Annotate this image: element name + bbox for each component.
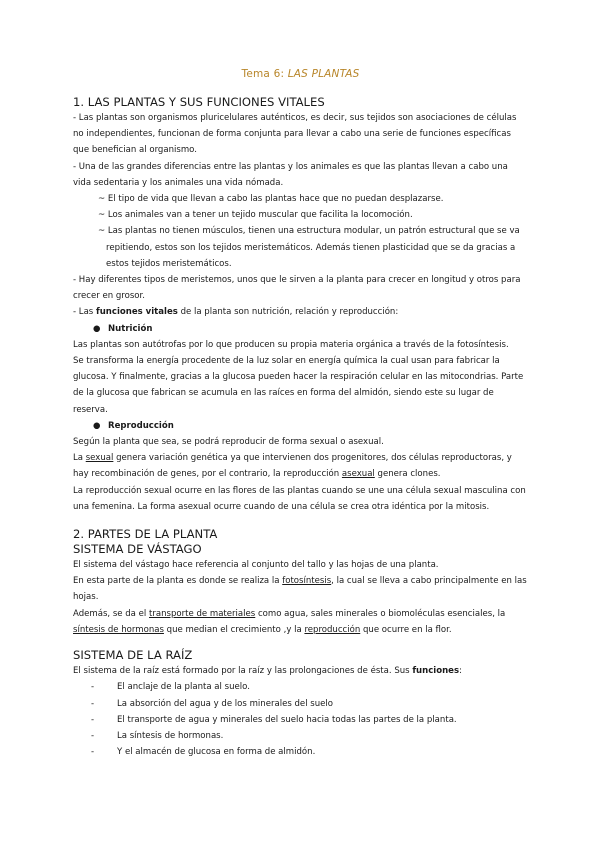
text: de la planta son nutrición, relación y reproducción:	[177, 307, 399, 318]
underlined-text: fotosíntesis	[282, 576, 332, 587]
paragraph: Las plantas son autótrofas por lo que producen su propia materia orgánica a través de la fotosíntesis.	[73, 339, 509, 350]
dash-marker: -	[91, 730, 95, 741]
list-item	[73, 679, 528, 695]
document-page	[73, 68, 528, 760]
dash-marker: -	[91, 698, 95, 709]
paragraph: Según la planta que sea, se podrá reproducir de forma sexual o asexual.	[73, 437, 384, 448]
subheading-vastago: SISTEMA DE VÁSTAGO	[73, 542, 202, 557]
bullet-label: Reproducción	[108, 420, 174, 431]
paragraph: La reproducción sexual ocurre en las flores de las plantas cuando se une una célula sexual masculina con una femenina. La forma asexual ocurre cuando de una célula se crea otra idéntica por la mitosis.	[73, 485, 526, 512]
list-item-text: La síntesis de hormonas.	[117, 730, 224, 741]
text: genera clones.	[374, 469, 441, 480]
spacer	[73, 638, 528, 648]
underlined-text: asexual	[341, 469, 375, 480]
list-item-text: La absorción del agua y de los minerales del suelo	[117, 698, 334, 709]
paragraph	[73, 450, 528, 482]
paragraph: - Las plantas son organismos pluricelulares auténticos, es decir, sus tejidos son asociaciones de células no independientes, funcionan de forma conjunta para llevar a cabo una serie de funciones específicas que benefician al organismo.	[73, 113, 517, 156]
title-prefix: Tema 6:	[241, 68, 288, 80]
list-item-text: Y el almacén de glucosa en forma de almidón.	[117, 747, 316, 758]
tilde-item: ~ El tipo de vida que llevan a cabo las plantas hace que no puedan desplazarse.	[98, 194, 444, 205]
text: como agua, sales minerales o biomoléculas esenciales, la	[255, 608, 506, 619]
list-item	[73, 728, 528, 744]
title-emphasis: LAS PLANTAS	[287, 68, 360, 80]
underlined-text: sexual	[85, 453, 114, 464]
paragraph	[73, 573, 528, 605]
spacer	[73, 515, 528, 527]
tilde-item: ~ Las plantas no tienen músculos, tienen una estructura modular, un patrón estructural que se va repitiendo, estos son los tejidos meristemáticos. Además tienen plasticidad que se da gracias a estos tejidos meristemáticos.	[98, 226, 520, 269]
paragraph	[73, 606, 528, 638]
underlined-text: síntesis de hormonas	[73, 624, 164, 635]
paragraph: - Una de las grandes diferencias entre las plantas y los animales es que las plantas llevan a cabo una vida sedentaria y los animales una vida nómada.	[73, 161, 508, 188]
bold-text: funciones vitales	[95, 307, 178, 318]
paragraph: El sistema del vástago hace referencia al conjunto del tallo y las hojas de una planta.	[73, 560, 439, 571]
list-item-text: El transporte de agua y minerales del suelo hacia todas las partes de la planta.	[117, 714, 457, 725]
list-item	[73, 744, 528, 760]
dash-marker: -	[91, 747, 95, 758]
paragraph	[73, 304, 528, 320]
text: :	[459, 666, 462, 677]
paragraph	[73, 663, 528, 679]
bullet-heading-nutricion	[73, 321, 528, 337]
page-title	[73, 68, 528, 80]
dash-marker: -	[91, 682, 95, 693]
text: - Las	[73, 307, 96, 318]
bullet-label: Nutrición	[108, 323, 153, 334]
list-item	[73, 696, 528, 712]
section2-heading: 2. PARTES DE LA PLANTA	[73, 527, 218, 542]
paragraph: - Hay diferentes tipos de meristemos, unos que le sirven a la planta para crecer en longitud y otros para crecer en grosor.	[73, 275, 521, 302]
text: , la cual se lleva a cabo principalmente en las hojas.	[73, 576, 527, 603]
text: El sistema de la raíz está formado por la raíz y las prolongaciones de ésta. Sus	[73, 666, 413, 677]
paragraph: Se transforma la energía procedente de la luz solar en energía química la cual usan para fabricar la glucosa. Y finalmente, gracias a la glucosa pueden hacer la respiración celular en las mitocondrias. Parte de la glucosa que fabrican se acumula en las raíces en forma del almidón, siendo este su lugar de reserva.	[73, 356, 524, 415]
text: La	[73, 453, 86, 464]
bullet-dot: ●	[93, 420, 101, 431]
text: Además, se da el	[73, 608, 149, 619]
bullet-dot: ●	[93, 323, 101, 334]
text: En esta parte de la planta es donde se realiza la	[73, 576, 283, 587]
section1-heading: 1. LAS PLANTAS Y SUS FUNCIONES VITALES	[73, 95, 325, 109]
subheading-raiz: SISTEMA DE LA RAÍZ	[73, 648, 193, 663]
text: que median el crecimiento ,y la	[163, 624, 305, 635]
text: que ocurre en la flor.	[360, 624, 452, 635]
underlined-text: transporte de materiales	[149, 608, 256, 619]
funciones-list	[73, 679, 528, 760]
bold-text: funciones	[412, 666, 460, 677]
tilde-item: ~ Los animales van a tener un tejido muscular que facilita la locomoción.	[98, 210, 413, 221]
text: genera variación genética ya que intervienen dos progenitores, dos células reproductoras, y hay recombinación de genes, por el contrario, la reproducción	[73, 453, 512, 480]
list-item	[73, 712, 528, 728]
underlined-text: reproducción	[304, 624, 361, 635]
bullet-heading-reproduccion	[73, 418, 528, 434]
dash-marker: -	[91, 714, 95, 725]
list-item-text: El anclaje de la planta al suelo.	[117, 682, 250, 693]
